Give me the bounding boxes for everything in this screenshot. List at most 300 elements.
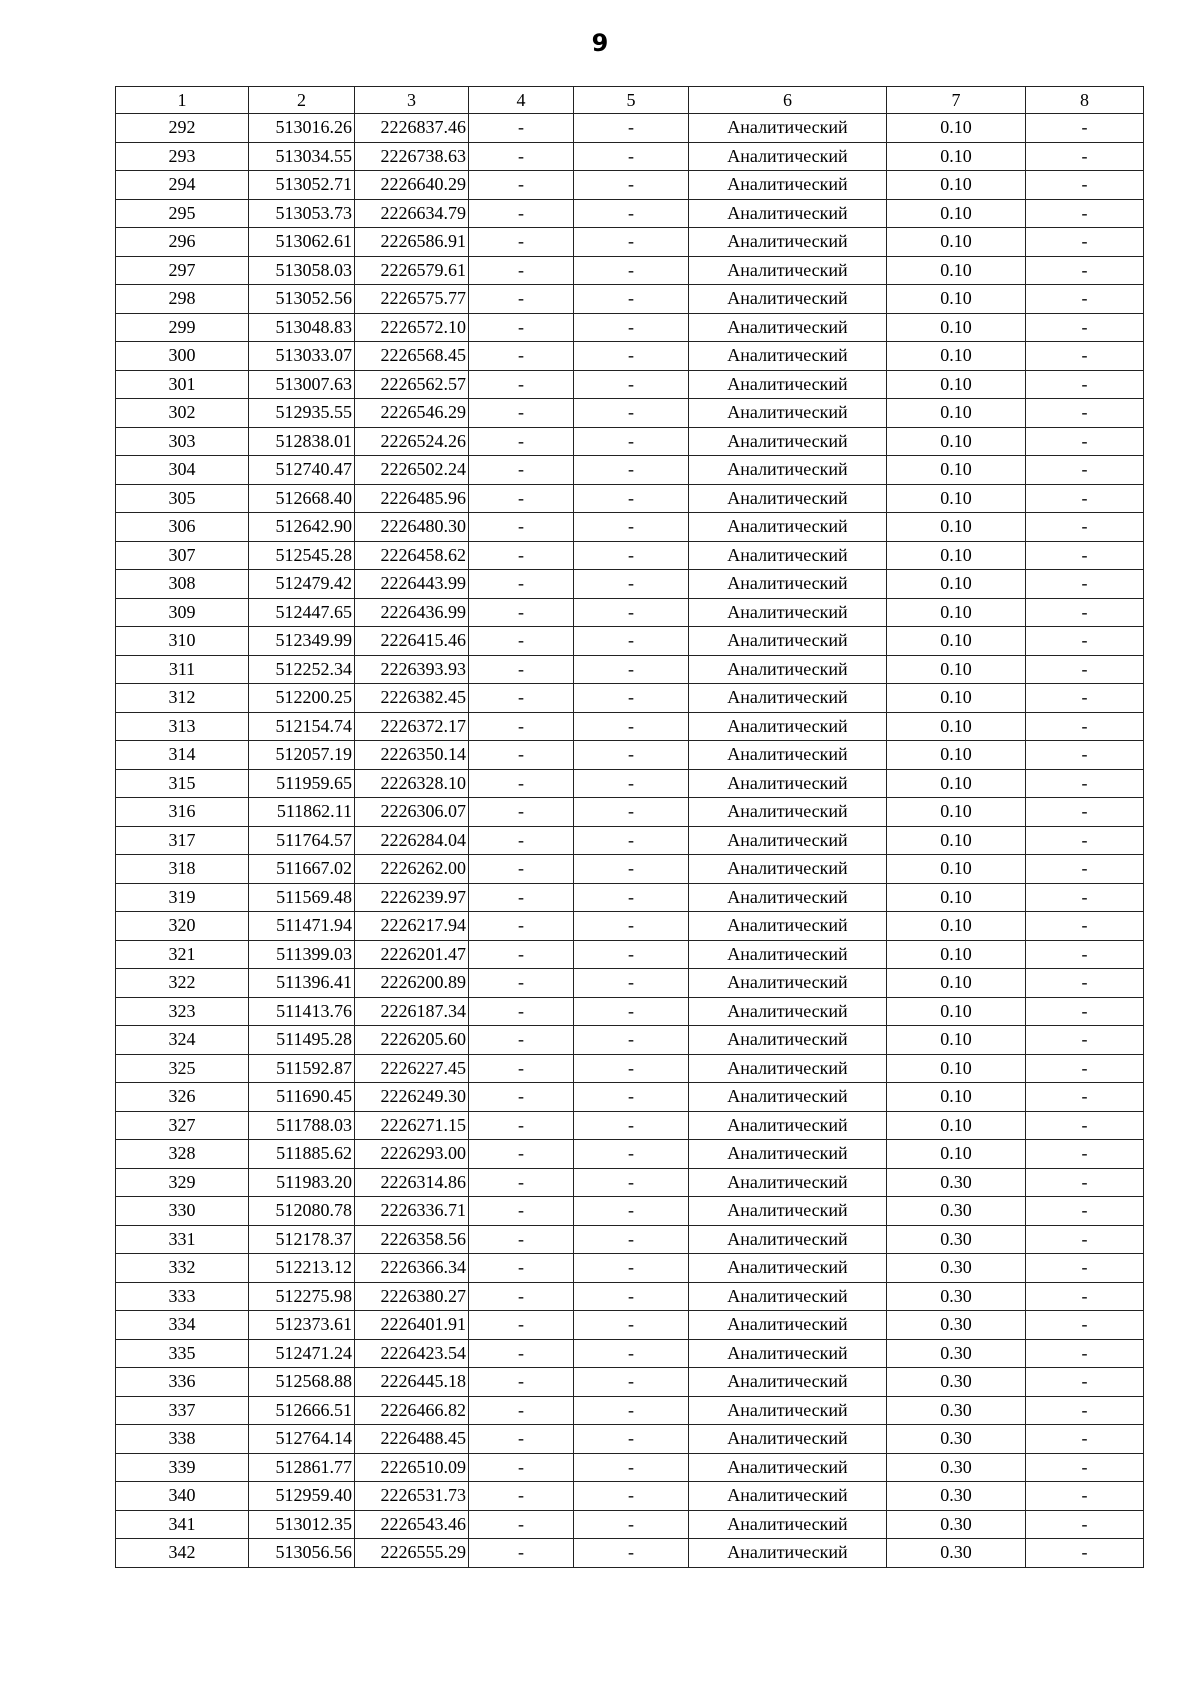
x-coordinate-cell: 511983.20 <box>249 1168 355 1197</box>
col5-cell: - <box>574 1453 689 1482</box>
col4-cell: - <box>469 1453 574 1482</box>
col5-cell: - <box>574 285 689 314</box>
accuracy-cell: 0.30 <box>887 1339 1026 1368</box>
table-row <box>116 342 1144 371</box>
method-cell: Аналитический <box>689 256 887 285</box>
x-coordinate-cell: 512959.40 <box>249 1482 355 1511</box>
method-cell: Аналитический <box>689 940 887 969</box>
column-header: 3 <box>355 87 469 114</box>
col8-cell: - <box>1026 997 1144 1026</box>
y-coordinate-cell: 2226480.30 <box>355 513 469 542</box>
method-cell: Аналитический <box>689 1111 887 1140</box>
accuracy-cell: 0.30 <box>887 1282 1026 1311</box>
y-coordinate-cell: 2226372.17 <box>355 712 469 741</box>
x-coordinate-cell: 511396.41 <box>249 969 355 998</box>
table-row <box>116 855 1144 884</box>
point-number-cell: 325 <box>116 1054 249 1083</box>
y-coordinate-cell: 2226271.15 <box>355 1111 469 1140</box>
point-number-cell: 337 <box>116 1396 249 1425</box>
col4-cell: - <box>469 684 574 713</box>
accuracy-cell: 0.10 <box>887 798 1026 827</box>
y-coordinate-cell: 2226466.82 <box>355 1396 469 1425</box>
col5-cell: - <box>574 1026 689 1055</box>
table-row <box>116 1111 1144 1140</box>
accuracy-cell: 0.10 <box>887 370 1026 399</box>
method-cell: Аналитический <box>689 513 887 542</box>
col5-cell: - <box>574 1197 689 1226</box>
col5-cell: - <box>574 627 689 656</box>
method-cell: Аналитический <box>689 1254 887 1283</box>
col8-cell: - <box>1026 570 1144 599</box>
x-coordinate-cell: 511862.11 <box>249 798 355 827</box>
accuracy-cell: 0.10 <box>887 342 1026 371</box>
point-number-cell: 301 <box>116 370 249 399</box>
x-coordinate-cell: 511471.94 <box>249 912 355 941</box>
x-coordinate-cell: 512666.51 <box>249 1396 355 1425</box>
col4-cell: - <box>469 712 574 741</box>
col8-cell: - <box>1026 484 1144 513</box>
col5-cell: - <box>574 1396 689 1425</box>
col5-cell: - <box>574 228 689 257</box>
col8-cell: - <box>1026 1510 1144 1539</box>
col4-cell: - <box>469 199 574 228</box>
y-coordinate-cell: 2226488.45 <box>355 1425 469 1454</box>
col5-cell: - <box>574 541 689 570</box>
col8-cell: - <box>1026 1539 1144 1568</box>
col4-cell: - <box>469 1282 574 1311</box>
col5-cell: - <box>574 1282 689 1311</box>
accuracy-cell: 0.10 <box>887 826 1026 855</box>
accuracy-cell: 0.10 <box>887 199 1026 228</box>
col8-cell: - <box>1026 370 1144 399</box>
point-number-cell: 322 <box>116 969 249 998</box>
table-row <box>116 969 1144 998</box>
col5-cell: - <box>574 1168 689 1197</box>
col5-cell: - <box>574 1083 689 1112</box>
col5-cell: - <box>574 655 689 684</box>
table-row <box>116 627 1144 656</box>
point-number-cell: 342 <box>116 1539 249 1568</box>
x-coordinate-cell: 512154.74 <box>249 712 355 741</box>
point-number-cell: 302 <box>116 399 249 428</box>
point-number-cell: 314 <box>116 741 249 770</box>
method-cell: Аналитический <box>689 684 887 713</box>
page-number: 9 <box>591 29 609 57</box>
col4-cell: - <box>469 912 574 941</box>
table-row <box>116 1453 1144 1482</box>
accuracy-cell: 0.10 <box>887 541 1026 570</box>
y-coordinate-cell: 2226366.34 <box>355 1254 469 1283</box>
x-coordinate-cell: 513053.73 <box>249 199 355 228</box>
method-cell: Аналитический <box>689 114 887 143</box>
col8-cell: - <box>1026 114 1144 143</box>
accuracy-cell: 0.10 <box>887 940 1026 969</box>
method-cell: Аналитический <box>689 1083 887 1112</box>
col5-cell: - <box>574 1425 689 1454</box>
point-number-cell: 307 <box>116 541 249 570</box>
x-coordinate-cell: 513012.35 <box>249 1510 355 1539</box>
y-coordinate-cell: 2226436.99 <box>355 598 469 627</box>
y-coordinate-cell: 2226568.45 <box>355 342 469 371</box>
col8-cell: - <box>1026 1083 1144 1112</box>
method-cell: Аналитический <box>689 171 887 200</box>
col4-cell: - <box>469 1539 574 1568</box>
method-cell: Аналитический <box>689 456 887 485</box>
method-cell: Аналитический <box>689 1425 887 1454</box>
x-coordinate-cell: 513056.56 <box>249 1539 355 1568</box>
table-row <box>116 541 1144 570</box>
y-coordinate-cell: 2226575.77 <box>355 285 469 314</box>
accuracy-cell: 0.10 <box>887 313 1026 342</box>
col4-cell: - <box>469 456 574 485</box>
method-cell: Аналитический <box>689 1510 887 1539</box>
table-row <box>116 712 1144 741</box>
col8-cell: - <box>1026 826 1144 855</box>
col8-cell: - <box>1026 684 1144 713</box>
table-row <box>116 256 1144 285</box>
point-number-cell: 293 <box>116 142 249 171</box>
table-row <box>116 1083 1144 1112</box>
accuracy-cell: 0.30 <box>887 1168 1026 1197</box>
col4-cell: - <box>469 769 574 798</box>
point-number-cell: 329 <box>116 1168 249 1197</box>
y-coordinate-cell: 2226350.14 <box>355 741 469 770</box>
col4-cell: - <box>469 741 574 770</box>
table-row <box>116 1482 1144 1511</box>
col8-cell: - <box>1026 427 1144 456</box>
point-number-cell: 334 <box>116 1311 249 1340</box>
table-row <box>116 1539 1144 1568</box>
method-cell: Аналитический <box>689 285 887 314</box>
x-coordinate-cell: 513062.61 <box>249 228 355 257</box>
method-cell: Аналитический <box>689 399 887 428</box>
point-number-cell: 300 <box>116 342 249 371</box>
col5-cell: - <box>574 798 689 827</box>
col5-cell: - <box>574 456 689 485</box>
y-coordinate-cell: 2226217.94 <box>355 912 469 941</box>
table-row <box>116 1054 1144 1083</box>
x-coordinate-cell: 512349.99 <box>249 627 355 656</box>
col5-cell: - <box>574 171 689 200</box>
x-coordinate-cell: 511764.57 <box>249 826 355 855</box>
method-cell: Аналитический <box>689 427 887 456</box>
col8-cell: - <box>1026 1026 1144 1055</box>
accuracy-cell: 0.10 <box>887 456 1026 485</box>
x-coordinate-cell: 512838.01 <box>249 427 355 456</box>
col4-cell: - <box>469 655 574 684</box>
accuracy-cell: 0.10 <box>887 256 1026 285</box>
y-coordinate-cell: 2226415.46 <box>355 627 469 656</box>
y-coordinate-cell: 2226485.96 <box>355 484 469 513</box>
col8-cell: - <box>1026 741 1144 770</box>
x-coordinate-cell: 512275.98 <box>249 1282 355 1311</box>
col5-cell: - <box>574 1254 689 1283</box>
column-header: 7 <box>887 87 1026 114</box>
x-coordinate-cell: 513033.07 <box>249 342 355 371</box>
col5-cell: - <box>574 1339 689 1368</box>
col8-cell: - <box>1026 627 1144 656</box>
y-coordinate-cell: 2226445.18 <box>355 1368 469 1397</box>
col5-cell: - <box>574 912 689 941</box>
col5-cell: - <box>574 114 689 143</box>
col8-cell: - <box>1026 883 1144 912</box>
col4-cell: - <box>469 1197 574 1226</box>
point-number-cell: 320 <box>116 912 249 941</box>
point-number-cell: 335 <box>116 1339 249 1368</box>
method-cell: Аналитический <box>689 855 887 884</box>
accuracy-cell: 0.10 <box>887 684 1026 713</box>
y-coordinate-cell: 2226262.00 <box>355 855 469 884</box>
point-number-cell: 327 <box>116 1111 249 1140</box>
table-row <box>116 370 1144 399</box>
col4-cell: - <box>469 1054 574 1083</box>
table-row <box>116 171 1144 200</box>
y-coordinate-cell: 2226543.46 <box>355 1510 469 1539</box>
accuracy-cell: 0.10 <box>887 598 1026 627</box>
point-number-cell: 318 <box>116 855 249 884</box>
table-row <box>116 228 1144 257</box>
col4-cell: - <box>469 370 574 399</box>
col5-cell: - <box>574 969 689 998</box>
accuracy-cell: 0.10 <box>887 570 1026 599</box>
col5-cell: - <box>574 997 689 1026</box>
point-number-cell: 340 <box>116 1482 249 1511</box>
method-cell: Аналитический <box>689 484 887 513</box>
column-header: 1 <box>116 87 249 114</box>
x-coordinate-cell: 511399.03 <box>249 940 355 969</box>
col8-cell: - <box>1026 456 1144 485</box>
point-number-cell: 296 <box>116 228 249 257</box>
col8-cell: - <box>1026 1254 1144 1283</box>
col5-cell: - <box>574 1311 689 1340</box>
x-coordinate-cell: 511885.62 <box>249 1140 355 1169</box>
col8-cell: - <box>1026 142 1144 171</box>
col4-cell: - <box>469 313 574 342</box>
accuracy-cell: 0.10 <box>887 1083 1026 1112</box>
col4-cell: - <box>469 1225 574 1254</box>
y-coordinate-cell: 2226738.63 <box>355 142 469 171</box>
x-coordinate-cell: 512057.19 <box>249 741 355 770</box>
col8-cell: - <box>1026 199 1144 228</box>
x-coordinate-cell: 512178.37 <box>249 1225 355 1254</box>
method-cell: Аналитический <box>689 655 887 684</box>
header-row <box>116 87 1144 114</box>
y-coordinate-cell: 2226401.91 <box>355 1311 469 1340</box>
y-coordinate-cell: 2226393.93 <box>355 655 469 684</box>
x-coordinate-cell: 512471.24 <box>249 1339 355 1368</box>
point-number-cell: 292 <box>116 114 249 143</box>
point-number-cell: 312 <box>116 684 249 713</box>
col8-cell: - <box>1026 798 1144 827</box>
col4-cell: - <box>469 969 574 998</box>
x-coordinate-cell: 512764.14 <box>249 1425 355 1454</box>
accuracy-cell: 0.10 <box>887 228 1026 257</box>
method-cell: Аналитический <box>689 313 887 342</box>
y-coordinate-cell: 2226502.24 <box>355 456 469 485</box>
table-row <box>116 427 1144 456</box>
method-cell: Аналитический <box>689 627 887 656</box>
method-cell: Аналитический <box>689 1339 887 1368</box>
y-coordinate-cell: 2226205.60 <box>355 1026 469 1055</box>
method-cell: Аналитический <box>689 1225 887 1254</box>
y-coordinate-cell: 2226284.04 <box>355 826 469 855</box>
accuracy-cell: 0.10 <box>887 399 1026 428</box>
table-row <box>116 513 1144 542</box>
y-coordinate-cell: 2226640.29 <box>355 171 469 200</box>
col5-cell: - <box>574 883 689 912</box>
x-coordinate-cell: 512545.28 <box>249 541 355 570</box>
x-coordinate-cell: 511592.87 <box>249 1054 355 1083</box>
y-coordinate-cell: 2226531.73 <box>355 1482 469 1511</box>
table-row <box>116 570 1144 599</box>
col5-cell: - <box>574 142 689 171</box>
col4-cell: - <box>469 427 574 456</box>
y-coordinate-cell: 2226358.56 <box>355 1225 469 1254</box>
col8-cell: - <box>1026 769 1144 798</box>
accuracy-cell: 0.30 <box>887 1539 1026 1568</box>
col5-cell: - <box>574 513 689 542</box>
y-coordinate-cell: 2226586.91 <box>355 228 469 257</box>
accuracy-cell: 0.10 <box>887 912 1026 941</box>
x-coordinate-cell: 512447.65 <box>249 598 355 627</box>
col5-cell: - <box>574 1482 689 1511</box>
col4-cell: - <box>469 1311 574 1340</box>
table-row <box>116 313 1144 342</box>
point-number-cell: 315 <box>116 769 249 798</box>
table-row <box>116 598 1144 627</box>
accuracy-cell: 0.30 <box>887 1425 1026 1454</box>
col4-cell: - <box>469 513 574 542</box>
col4-cell: - <box>469 627 574 656</box>
table-row <box>116 826 1144 855</box>
column-header: 6 <box>689 87 887 114</box>
x-coordinate-cell: 512935.55 <box>249 399 355 428</box>
method-cell: Аналитический <box>689 598 887 627</box>
method-cell: Аналитический <box>689 199 887 228</box>
accuracy-cell: 0.10 <box>887 969 1026 998</box>
col8-cell: - <box>1026 940 1144 969</box>
col5-cell: - <box>574 370 689 399</box>
col4-cell: - <box>469 285 574 314</box>
table-body <box>116 114 1144 1568</box>
col4-cell: - <box>469 1168 574 1197</box>
col4-cell: - <box>469 997 574 1026</box>
method-cell: Аналитический <box>689 1368 887 1397</box>
method-cell: Аналитический <box>689 1026 887 1055</box>
x-coordinate-cell: 513034.55 <box>249 142 355 171</box>
method-cell: Аналитический <box>689 1140 887 1169</box>
table-row <box>116 655 1144 684</box>
point-number-cell: 305 <box>116 484 249 513</box>
method-cell: Аналитический <box>689 798 887 827</box>
point-number-cell: 339 <box>116 1453 249 1482</box>
table-row <box>116 1396 1144 1425</box>
col5-cell: - <box>574 684 689 713</box>
method-cell: Аналитический <box>689 1539 887 1568</box>
col5-cell: - <box>574 256 689 285</box>
col8-cell: - <box>1026 399 1144 428</box>
x-coordinate-cell: 513052.71 <box>249 171 355 200</box>
col8-cell: - <box>1026 285 1144 314</box>
col4-cell: - <box>469 798 574 827</box>
method-cell: Аналитический <box>689 342 887 371</box>
y-coordinate-cell: 2226187.34 <box>355 997 469 1026</box>
method-cell: Аналитический <box>689 997 887 1026</box>
point-number-cell: 328 <box>116 1140 249 1169</box>
col8-cell: - <box>1026 541 1144 570</box>
table-row <box>116 741 1144 770</box>
col5-cell: - <box>574 399 689 428</box>
table-row <box>116 684 1144 713</box>
point-number-cell: 331 <box>116 1225 249 1254</box>
col8-cell: - <box>1026 342 1144 371</box>
accuracy-cell: 0.10 <box>887 484 1026 513</box>
point-number-cell: 294 <box>116 171 249 200</box>
table-row <box>116 997 1144 1026</box>
method-cell: Аналитический <box>689 1168 887 1197</box>
col5-cell: - <box>574 1225 689 1254</box>
col4-cell: - <box>469 228 574 257</box>
table-row <box>116 1026 1144 1055</box>
col5-cell: - <box>574 199 689 228</box>
table-row <box>116 456 1144 485</box>
method-cell: Аналитический <box>689 769 887 798</box>
accuracy-cell: 0.30 <box>887 1368 1026 1397</box>
y-coordinate-cell: 2226336.71 <box>355 1197 469 1226</box>
point-number-cell: 303 <box>116 427 249 456</box>
table-row <box>116 883 1144 912</box>
col8-cell: - <box>1026 228 1144 257</box>
col5-cell: - <box>574 427 689 456</box>
col5-cell: - <box>574 826 689 855</box>
y-coordinate-cell: 2226572.10 <box>355 313 469 342</box>
table-row <box>116 912 1144 941</box>
accuracy-cell: 0.10 <box>887 712 1026 741</box>
col4-cell: - <box>469 1083 574 1112</box>
col4-cell: - <box>469 598 574 627</box>
col4-cell: - <box>469 826 574 855</box>
point-number-cell: 326 <box>116 1083 249 1112</box>
col4-cell: - <box>469 142 574 171</box>
x-coordinate-cell: 511495.28 <box>249 1026 355 1055</box>
method-cell: Аналитический <box>689 570 887 599</box>
y-coordinate-cell: 2226510.09 <box>355 1453 469 1482</box>
x-coordinate-cell: 511413.76 <box>249 997 355 1026</box>
table-row <box>116 1339 1144 1368</box>
y-coordinate-cell: 2226443.99 <box>355 570 469 599</box>
x-coordinate-cell: 512252.34 <box>249 655 355 684</box>
col8-cell: - <box>1026 969 1144 998</box>
x-coordinate-cell: 513058.03 <box>249 256 355 285</box>
accuracy-cell: 0.10 <box>887 171 1026 200</box>
method-cell: Аналитический <box>689 883 887 912</box>
y-coordinate-cell: 2226546.29 <box>355 399 469 428</box>
col8-cell: - <box>1026 171 1144 200</box>
table-row <box>116 285 1144 314</box>
method-cell: Аналитический <box>689 1482 887 1511</box>
y-coordinate-cell: 2226249.30 <box>355 1083 469 1112</box>
table-row <box>116 1197 1144 1226</box>
x-coordinate-cell: 512861.77 <box>249 1453 355 1482</box>
accuracy-cell: 0.10 <box>887 427 1026 456</box>
x-coordinate-cell: 512479.42 <box>249 570 355 599</box>
col4-cell: - <box>469 570 574 599</box>
col8-cell: - <box>1026 1453 1144 1482</box>
y-coordinate-cell: 2226524.26 <box>355 427 469 456</box>
accuracy-cell: 0.30 <box>887 1396 1026 1425</box>
method-cell: Аналитический <box>689 826 887 855</box>
col4-cell: - <box>469 855 574 884</box>
